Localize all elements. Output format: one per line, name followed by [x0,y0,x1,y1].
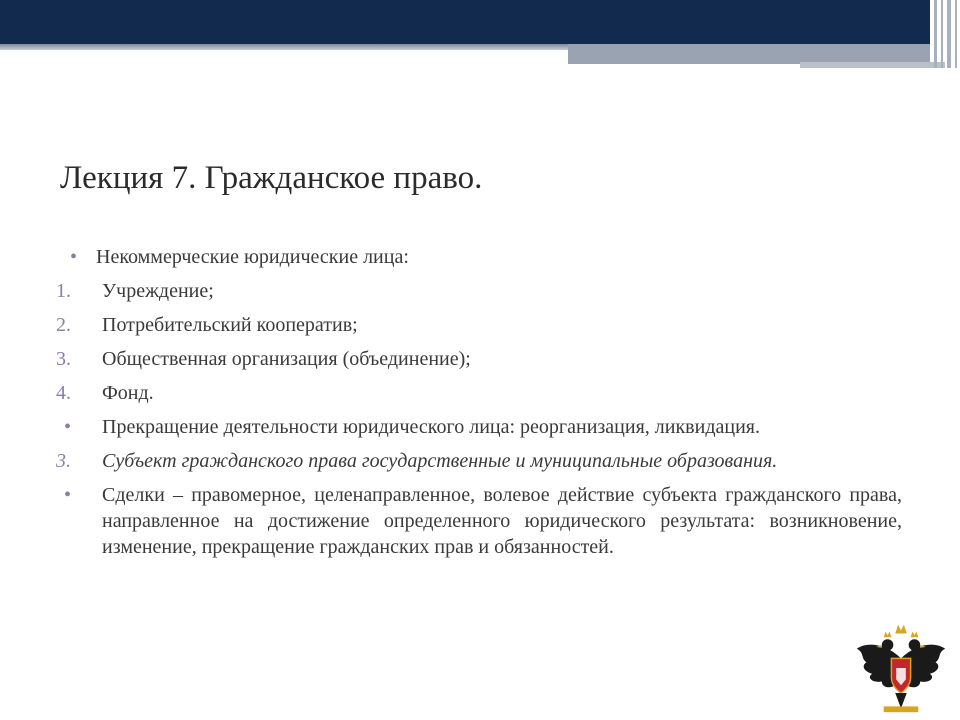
list-item-text: Прекращение деятельности юридического лица: реорганизация, ликвидация. [102,416,760,438]
list-item [56,312,902,338]
header-band-dark [0,0,930,44]
list-bullet: • [70,246,78,268]
list-item-text: Некоммерческие юридические лица: [96,246,409,268]
list-number: 3. [56,450,71,472]
header-band-accent-small [800,62,945,68]
list-number: 3. [56,348,71,370]
list-item [56,482,902,560]
list-item-text: Фонд. [102,382,154,404]
list-item-text: Субъект гражданского права государственные и муниципальные образования. [102,450,778,472]
list-item-text: Общественная организация (объединение); [102,348,471,370]
list-bullet: • [64,484,72,506]
list-item [56,380,902,406]
list-item [56,244,902,270]
list-item [56,414,902,440]
list-number: 2. [56,314,71,336]
double-headed-eagle-emblem-icon [852,620,950,716]
list-item [56,346,902,372]
list-bullet: • [64,416,72,438]
list-item-text: Учреждение; [102,280,214,302]
header-band-accent [568,44,930,64]
list-item [56,278,902,304]
slide-content [56,244,902,568]
list-number: 1. [56,280,71,302]
list-item [56,448,902,474]
list-item-text: Потребительский кооператив; [102,314,358,336]
list-item-text: Сделки – правомерное, целенаправленное, волевое действие субъекта гражданского права, направленное на достижение определенного юридического результата: возникновение, изменение, прекращение гражданских прав и обязанностей. [102,484,902,558]
list-number: 4. [56,382,71,404]
header-vertical-lines [928,0,960,68]
slide-title: Лекция 7. Гражданское право. [60,160,483,196]
